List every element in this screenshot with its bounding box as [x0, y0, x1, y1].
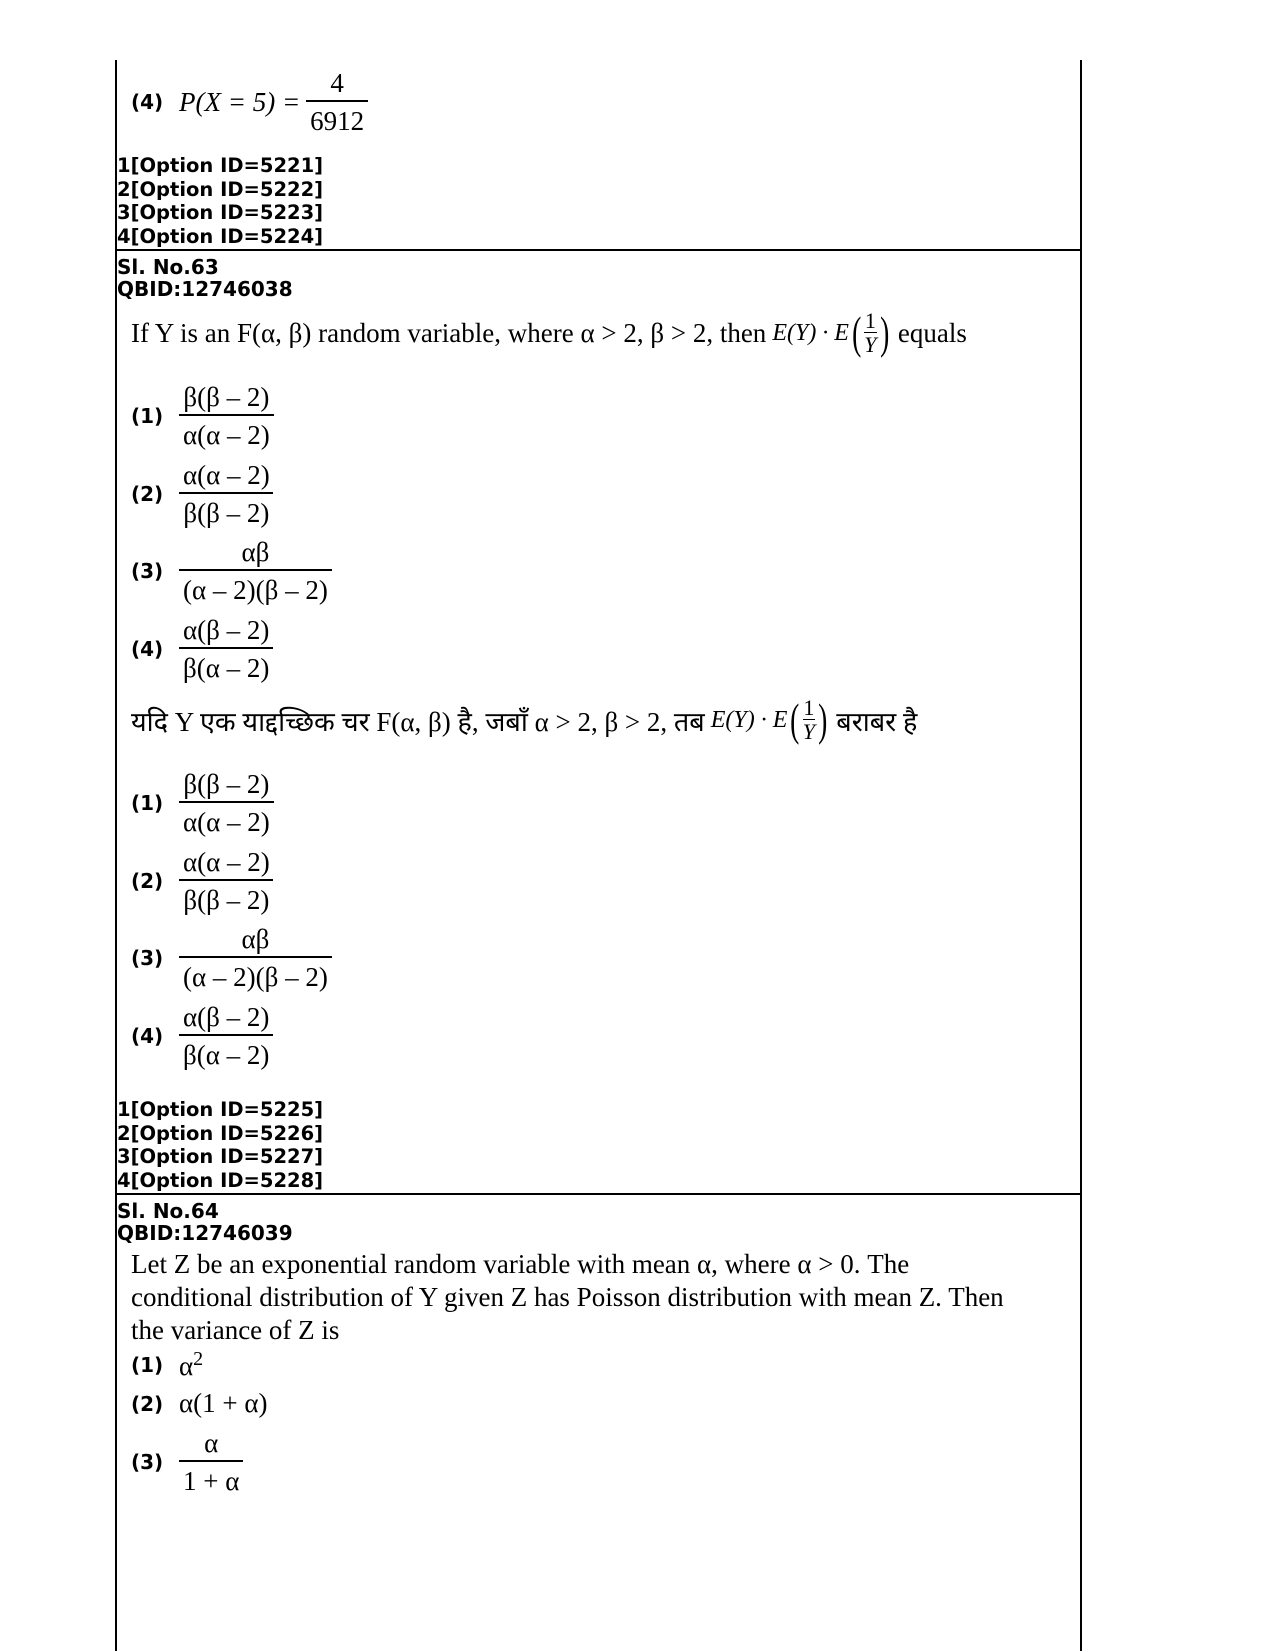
- fraction-numerator: 1: [864, 308, 876, 333]
- fraction-numerator: β(β – 2): [183, 382, 270, 412]
- fraction-denominator: α(α – 2): [179, 414, 274, 452]
- expectation-expression: [710, 694, 831, 745]
- option-label: (4): [131, 90, 164, 114]
- stem-line: the variance of Z is: [131, 1315, 340, 1345]
- fraction-denominator: α(α – 2): [179, 801, 274, 839]
- stem-text: बराबर है: [836, 706, 918, 737]
- fraction: [179, 380, 274, 452]
- option-id: 3[Option ID=5227]: [117, 1145, 324, 1168]
- serial-number: Sl. No.63: [117, 255, 219, 279]
- fraction-numerator: αβ: [241, 537, 270, 567]
- fraction: [179, 1000, 273, 1072]
- stem-text: यदि Y एक याद्दच्छिक चर F(α, β) है, जबाँ α > 2, β > 2, तब: [131, 706, 705, 737]
- fraction-denominator: (α – 2)(β – 2): [179, 956, 332, 994]
- option-label: (3): [131, 946, 164, 970]
- left-paren: (: [852, 307, 862, 358]
- fraction-numerator: α: [204, 1428, 219, 1458]
- option-label: (2): [131, 869, 164, 893]
- option-base: α: [179, 1351, 194, 1381]
- option-exponent: 2: [193, 1348, 204, 1370]
- stem-text: equals: [897, 317, 967, 348]
- fraction-numerator: α(α – 2): [183, 847, 270, 877]
- fraction-denominator: 1 + α: [179, 1460, 243, 1498]
- option-id: 3[Option ID=5223]: [117, 201, 324, 224]
- inline-fraction: [803, 697, 815, 743]
- option-label: (4): [131, 637, 164, 661]
- option-row: [131, 1348, 203, 1382]
- fraction-denominator: β(β – 2): [179, 879, 273, 917]
- fraction-numerator: α(β – 2): [183, 615, 270, 645]
- option-row: [131, 922, 332, 994]
- fraction-denominator: Y: [802, 719, 815, 744]
- question-stem-english: [131, 1248, 1051, 1347]
- fraction-denominator: β(α – 2): [179, 647, 273, 685]
- option-row: [131, 1000, 273, 1072]
- fraction-denominator: (α – 2)(β – 2): [179, 569, 332, 607]
- option-row: [131, 613, 273, 685]
- inline-fraction: [864, 310, 876, 356]
- fraction: [306, 66, 368, 138]
- fraction-numerator: α(α – 2): [183, 460, 270, 490]
- option-row: [131, 767, 274, 839]
- stem-line: conditional distribution of Y given Z has Poisson distribution with mean Z. Then: [131, 1282, 1004, 1312]
- divider: [115, 249, 1082, 251]
- option-row: [131, 1388, 268, 1419]
- option-row: [131, 1426, 243, 1498]
- fraction: [179, 535, 332, 607]
- option-label: (2): [131, 482, 164, 506]
- option-id: 2[Option ID=5226]: [117, 1121, 324, 1145]
- fraction-numerator: 1: [803, 695, 815, 720]
- option-label: (1): [131, 1353, 164, 1377]
- option-row: [131, 458, 274, 530]
- option-id: 2[Option ID=5222]: [117, 177, 324, 201]
- divider: [115, 1193, 1082, 1195]
- fraction-numerator: β(β – 2): [183, 769, 270, 799]
- fraction: [179, 1426, 243, 1498]
- question-stem-hindi: [131, 694, 918, 745]
- expectation-text: E(Y) · E: [772, 319, 849, 346]
- option-expression: [179, 1348, 203, 1382]
- option-id-list: [117, 1098, 323, 1192]
- fraction-denominator: Y: [864, 332, 877, 357]
- option-id: 4[Option ID=5224]: [117, 224, 324, 248]
- option-label: (4): [131, 1024, 164, 1048]
- fraction-denominator: β(β – 2): [179, 492, 273, 530]
- option-id-list: [117, 154, 323, 248]
- stem-text: If Y is an F(α, β) random variable, where α > 2, β > 2, then: [131, 317, 767, 348]
- option-id: 1[Option ID=5225]: [117, 1098, 324, 1121]
- qbid: QBID:12746038: [117, 277, 293, 301]
- option-row: [131, 535, 332, 607]
- option-label: (1): [131, 404, 164, 428]
- option-row: [131, 380, 274, 452]
- right-paren: ): [818, 694, 828, 745]
- left-paren: (: [790, 694, 800, 745]
- question-stem-english: [131, 307, 967, 358]
- right-paren: ): [879, 307, 889, 358]
- option-label: (1): [131, 791, 164, 815]
- fraction-numerator: α(β – 2): [183, 1002, 270, 1032]
- fraction-numerator: αβ: [241, 924, 270, 954]
- fraction-denominator: 6912: [306, 100, 368, 138]
- fraction: [179, 922, 332, 994]
- fraction-numerator: 4: [330, 68, 344, 98]
- stem-line: Let Z be an exponential random variable with mean α, where α > 0. The: [131, 1249, 910, 1279]
- fraction-denominator: β(α – 2): [179, 1034, 273, 1072]
- qbid: QBID:12746039: [117, 1221, 293, 1245]
- fraction: [179, 613, 273, 685]
- expectation-text: E(Y) · E: [710, 706, 788, 733]
- fraction: [179, 458, 274, 530]
- option-row: [131, 845, 274, 917]
- option-id: 4[Option ID=5228]: [117, 1168, 324, 1192]
- option-expression: α(1 + α): [179, 1388, 268, 1418]
- option-row: [131, 66, 368, 138]
- option-label: (2): [131, 1391, 164, 1416]
- serial-number: Sl. No.64: [117, 1199, 219, 1223]
- fraction: [179, 767, 274, 839]
- option-lhs: P(X = 5) =: [179, 86, 301, 117]
- expectation-expression: [772, 307, 892, 358]
- fraction: [179, 845, 274, 917]
- option-label: (3): [131, 559, 164, 583]
- option-label: (3): [131, 1450, 164, 1474]
- option-id: 1[Option ID=5221]: [117, 154, 324, 177]
